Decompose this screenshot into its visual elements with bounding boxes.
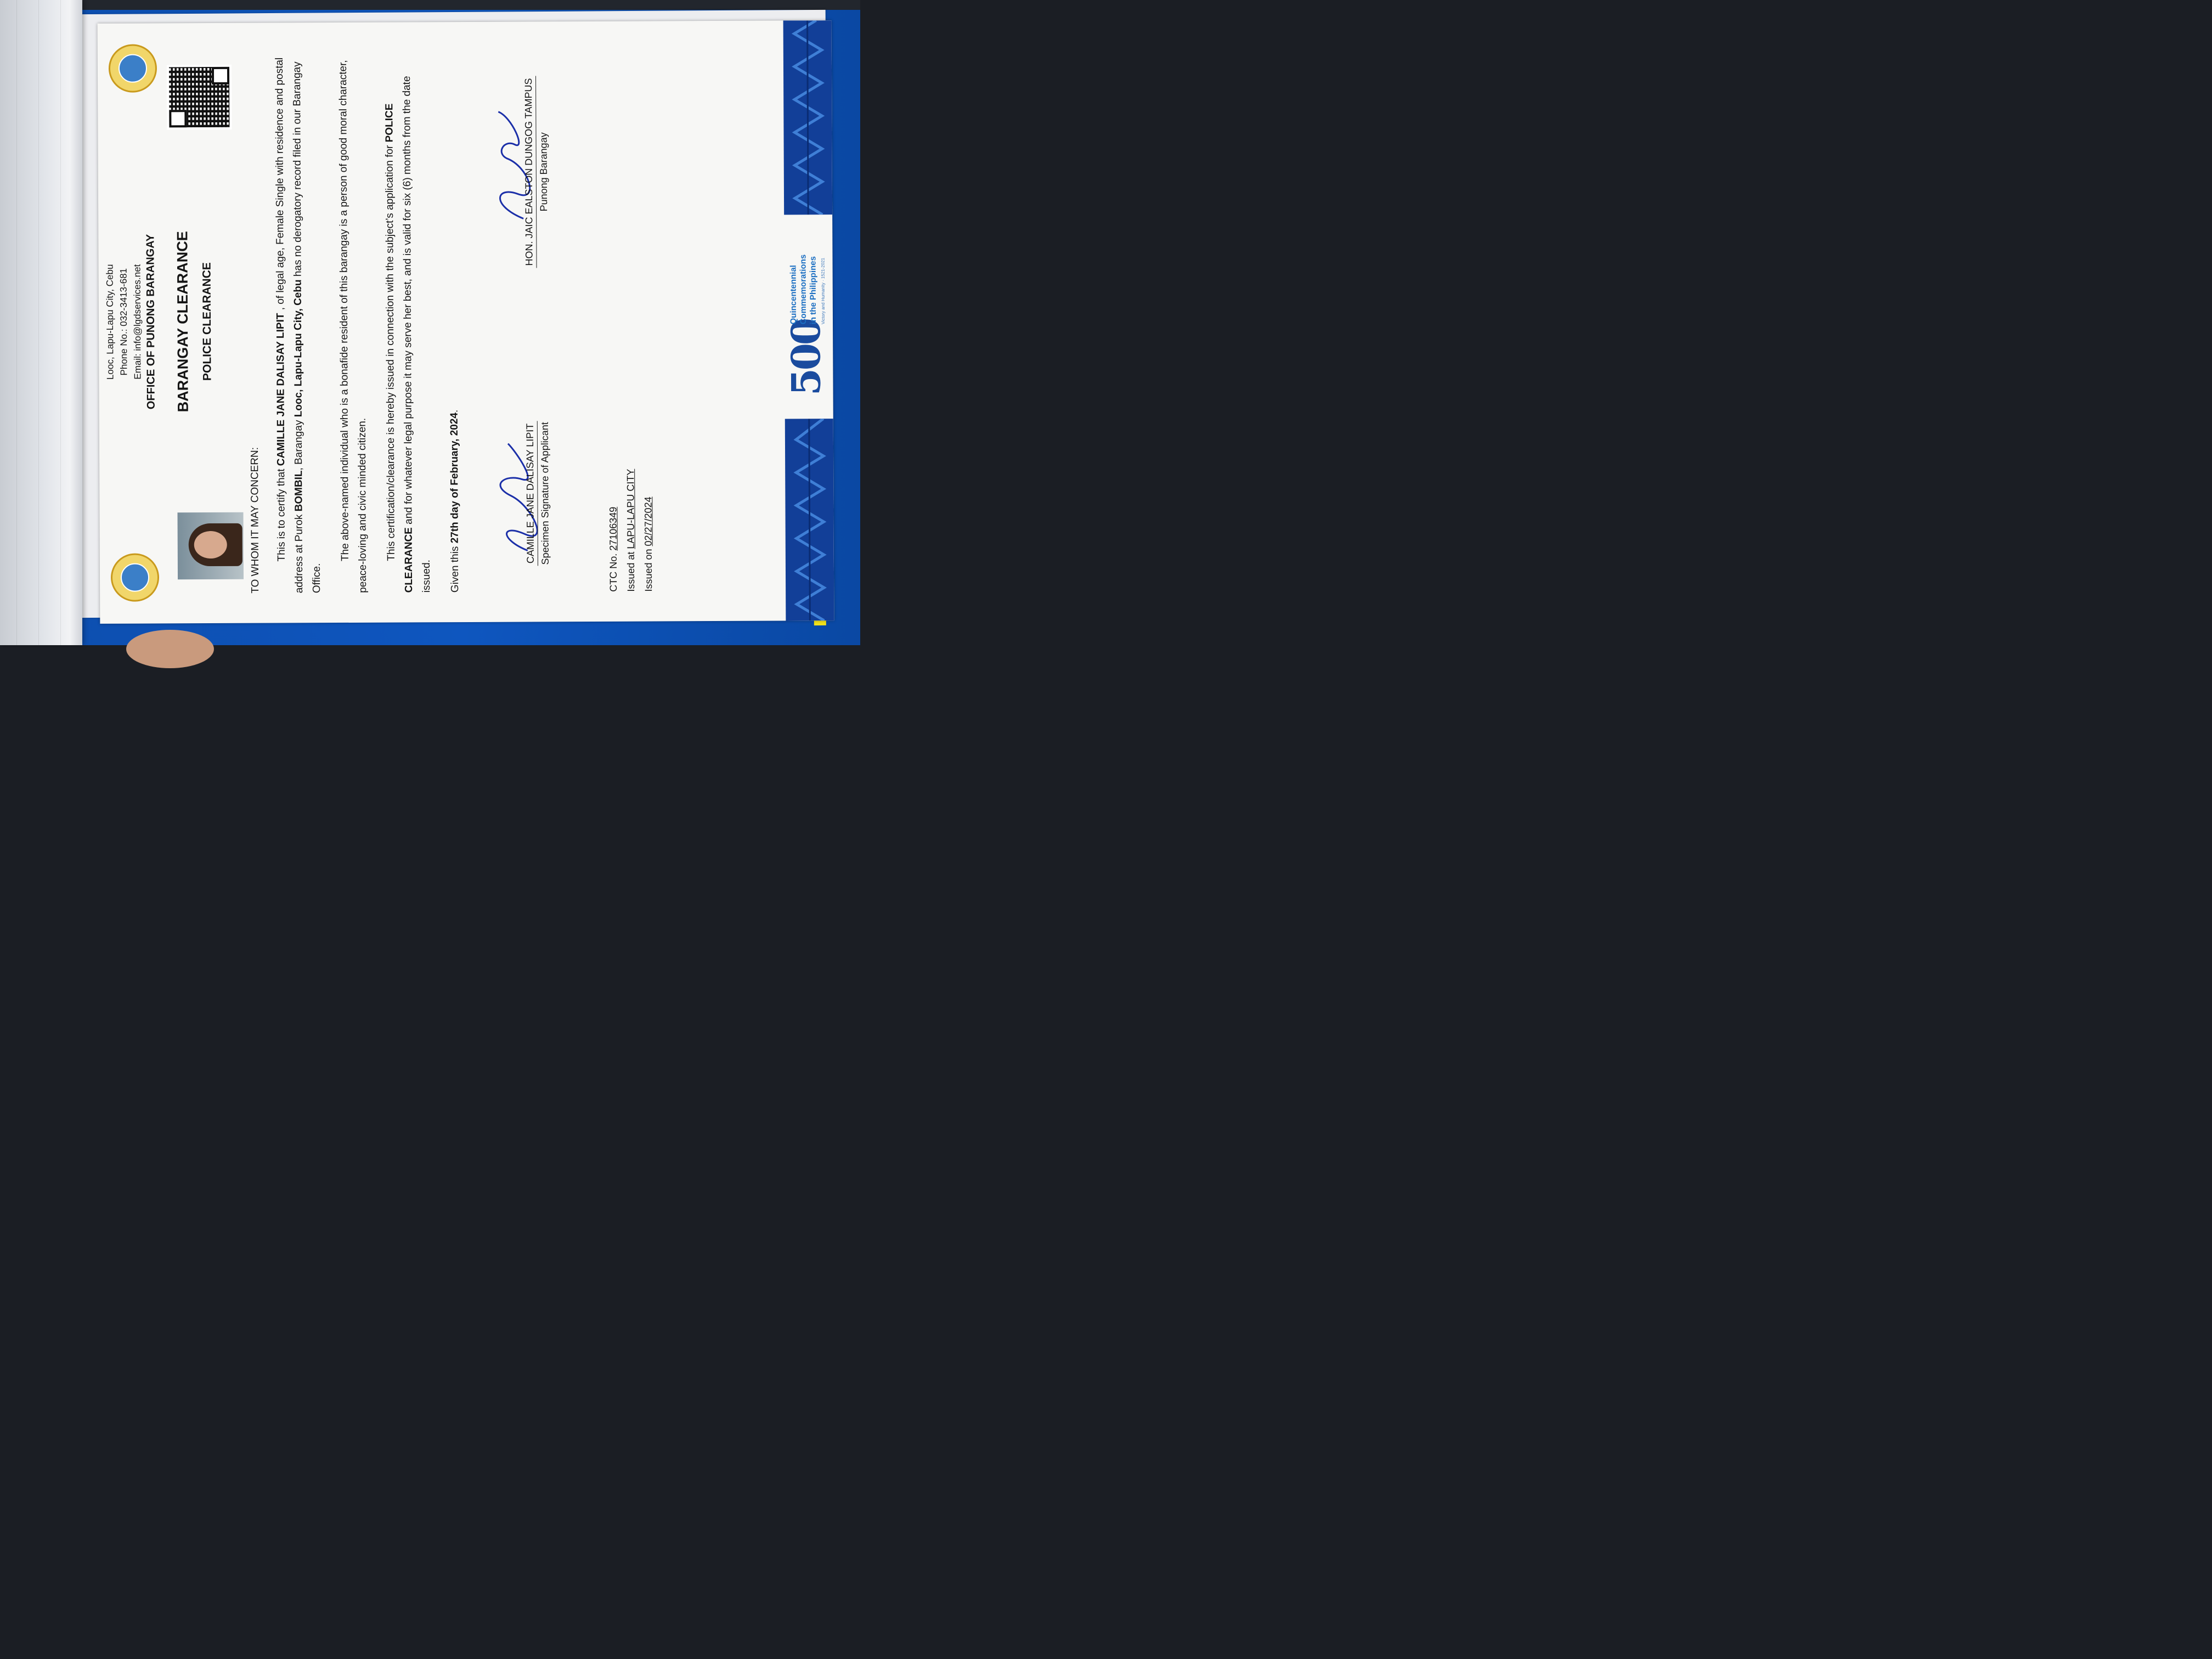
logo-caption bbox=[788, 255, 828, 325]
logo-line-3: in the Philippines bbox=[808, 256, 819, 325]
logo-tagline: Victory and Humanity · 1521-2021 bbox=[820, 257, 826, 325]
document-page bbox=[98, 20, 834, 624]
issue-date-line bbox=[444, 49, 464, 592]
ctc-date-label: Issued on bbox=[642, 546, 654, 592]
clearance-purpose: POLICE CLEARANCE bbox=[383, 103, 415, 593]
applicant-photo bbox=[178, 512, 244, 580]
quincentennial-logo bbox=[777, 231, 833, 396]
footer-pattern-right bbox=[783, 20, 833, 215]
ctc-date-line bbox=[639, 469, 657, 591]
qr-code-icon bbox=[167, 65, 232, 130]
ctc-date: 02/27/2024 bbox=[642, 496, 654, 546]
salutation: TO WHOM IT MAY CONCERN: bbox=[249, 447, 262, 594]
logo-line-1: Quincentennial bbox=[788, 264, 799, 325]
ctc-place-label: Issued at bbox=[625, 549, 637, 592]
ctc-details bbox=[604, 469, 657, 592]
purok-name: BOMBIL bbox=[293, 470, 305, 512]
ctc-number-line bbox=[604, 469, 622, 592]
captain-name: HON. JAIC EALSTON DUNGOG TAMPUS bbox=[521, 76, 537, 268]
photo-scene bbox=[0, 0, 860, 645]
seal-emblem bbox=[119, 54, 147, 83]
document-title: BARANGAY CLEARANCE bbox=[174, 231, 191, 413]
character-paragraph: The above-named individual who is a bonafide resident of this barangay is a person of good moral character, peace-loving and civic minded citizen. bbox=[337, 60, 369, 593]
tribal-pattern-icon bbox=[785, 419, 834, 620]
document-subtitle: POLICE CLEARANCE bbox=[200, 262, 214, 381]
captain-caption: Punong Barangay bbox=[538, 132, 550, 212]
applicant-caption: Specimen Signature of Applicant bbox=[539, 422, 551, 565]
logo-number: 500 bbox=[782, 319, 830, 396]
photo-face bbox=[194, 531, 227, 558]
applicant-name-inline: CAMILLE JANE DALISAY LIPIT bbox=[274, 313, 287, 466]
applicant-name: CAMILLE JANE DALISAY LIPIT bbox=[523, 421, 538, 566]
open-book-page bbox=[0, 0, 82, 645]
applicant-signature-block bbox=[523, 394, 553, 592]
certification-paragraph bbox=[271, 50, 326, 593]
page-edge bbox=[60, 0, 61, 645]
letterhead bbox=[103, 185, 145, 459]
issue-date: 27th day of February, 2024 bbox=[448, 412, 461, 544]
given-text: . bbox=[448, 409, 460, 413]
city-seal-icon bbox=[109, 44, 157, 92]
page-edge bbox=[38, 0, 39, 645]
para3-text: and for whatever legal purpose it may serve her best, and is valid for six (6) months from the date issued. bbox=[401, 76, 433, 593]
para3-text: This certification/clearance is hereby issued in connection with the subject’s application for bbox=[383, 142, 397, 561]
page-edge bbox=[16, 0, 17, 645]
barangay-seal-icon bbox=[111, 553, 159, 601]
para1-text: , of legal age, Female Single with residence and postal address at Purok bbox=[273, 57, 306, 594]
seal-emblem bbox=[121, 563, 149, 592]
ctc-number-label: CTC No. bbox=[607, 550, 619, 592]
letterhead-phone: Phone No.: 032-3413-681 bbox=[118, 268, 129, 376]
letterhead-email: Email: info@lgdservices.net bbox=[132, 264, 143, 380]
tribal-pattern-icon bbox=[783, 20, 833, 215]
ctc-place-line bbox=[622, 469, 640, 592]
barangay-location: Looc, Lapu-Lapu City, Cebu bbox=[292, 279, 304, 417]
office-title: OFFICE OF PUNONG BARANGAY bbox=[144, 234, 157, 410]
para1-text: , Barangay bbox=[292, 417, 305, 471]
document-body bbox=[245, 49, 464, 594]
para1-text: has no derogatory record filed in our Barangay Office. bbox=[291, 61, 323, 594]
para1-text: This is to certify that bbox=[275, 466, 287, 562]
footer-banner bbox=[777, 20, 834, 620]
footer-pattern-left bbox=[785, 419, 834, 620]
purpose-paragraph bbox=[381, 49, 436, 592]
captain-signature-block bbox=[521, 73, 551, 270]
logo-line-2: Commemorations bbox=[798, 254, 809, 325]
clearance-document bbox=[98, 20, 834, 624]
thumb bbox=[126, 630, 214, 668]
ctc-number: 27106349 bbox=[607, 506, 619, 551]
given-text: Given this bbox=[449, 543, 461, 593]
letterhead-address: Looc, Lapu-Lapu City, Cebu bbox=[104, 264, 116, 380]
ctc-place: LAPU-LAPU CITY bbox=[625, 469, 636, 549]
